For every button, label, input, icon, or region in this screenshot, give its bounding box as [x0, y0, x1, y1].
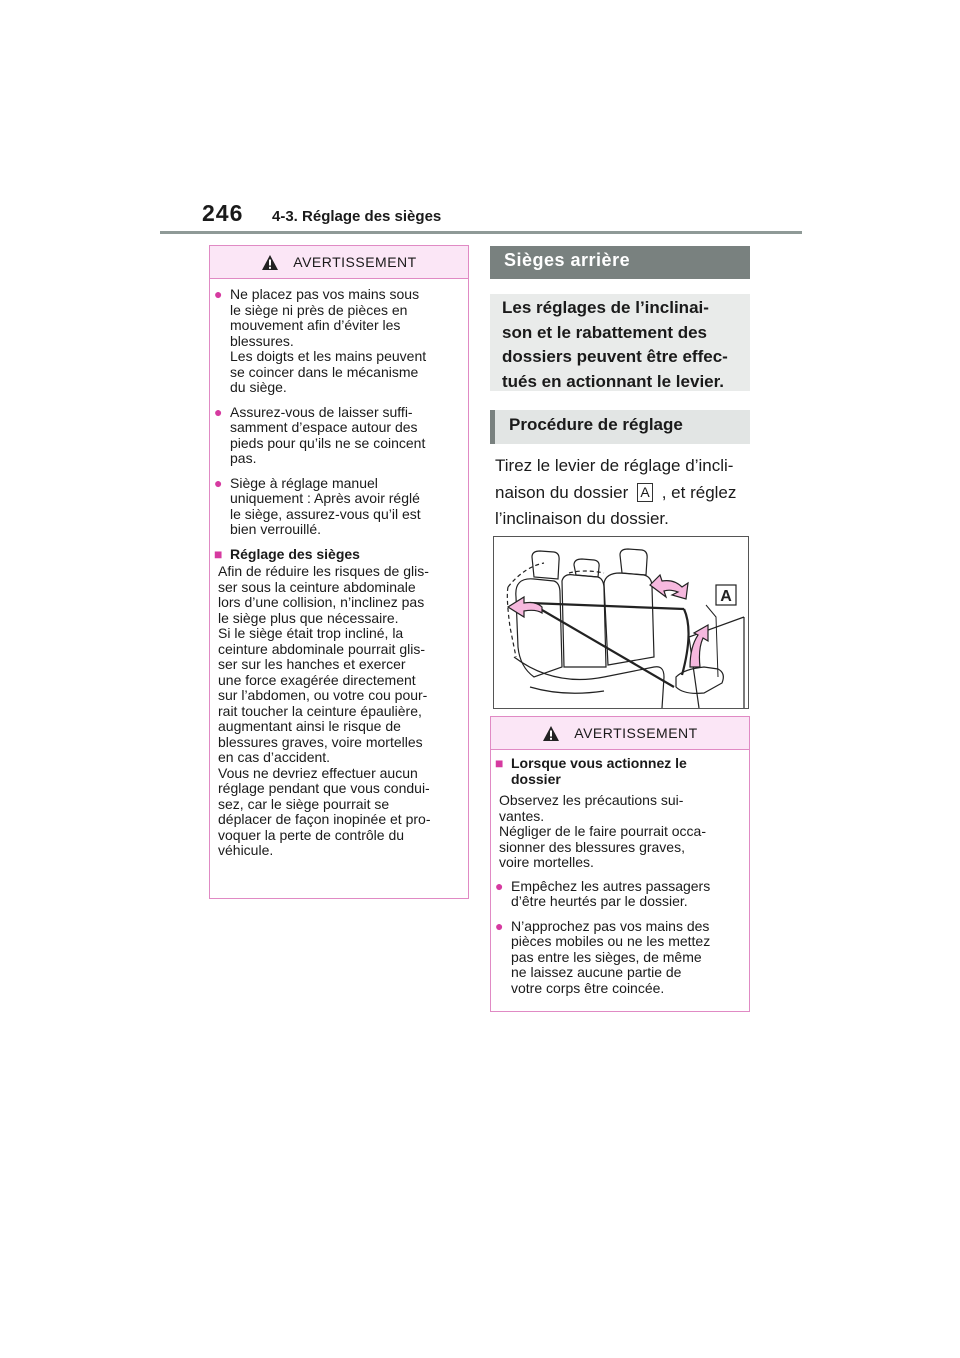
header-rule	[160, 231, 802, 234]
warning-header	[491, 717, 749, 750]
svg-text:A: A	[720, 588, 732, 605]
circle-bullet-icon: ●	[214, 474, 223, 491]
warning-triangle-icon	[261, 254, 279, 271]
rear-seats-intro: Les réglages de l’inclinai- son et le rabattement des dossiers peuvent être effec- tués en actionnant le levier.	[490, 294, 750, 391]
warning-title: AVERTISSEMENT	[293, 254, 417, 270]
warning-box-right	[490, 716, 750, 1012]
rear-seat-illustration	[493, 536, 749, 709]
warning-triangle-icon	[542, 725, 560, 742]
rear-seats-heading: Sièges arrière	[490, 246, 750, 279]
procedure-heading: Procédure de réglage	[490, 410, 750, 444]
warning-bullet: ● Assurez-vous de laisser suffi- samment d’espace autour des pieds pour qu’ils ne se coincent pas.	[214, 403, 426, 466]
warning-bullet: ● N’approchez pas vos mains des pièces mobiles ou ne les mettez pas entre les sièges, de même ne laissez aucune partie de votre corps être coincée.	[495, 917, 711, 996]
square-bullet-icon: ■	[495, 755, 504, 771]
warning-bullet: ● Ne placez pas vos mains sous le siège ni près de pièces en mouvement afin d’éviter les blessures. Les doigts et les mains peuvent se coincer dans le mécanisme du siège.	[214, 286, 427, 395]
figure-callout-a	[716, 585, 736, 605]
square-bullet-icon: ■	[214, 545, 223, 562]
warning-bullet: ● Siège à réglage manuel uniquement : Après avoir réglé le siège, assurez-vous qu’il est bien verrouillé.	[214, 474, 421, 537]
circle-bullet-icon: ●	[495, 917, 504, 934]
callout-label-a: A	[637, 483, 653, 502]
procedure-text: Tirez le levier de réglage d’incli- naison du dossier A , et réglez l’inclinaison du dossier.	[495, 456, 737, 528]
warning-paragraph: Observez les précautions sui- vantes. Négliger de le faire pourrait occa- sionner des blessures graves, voire mortelles.	[499, 792, 706, 870]
section-title: 4-3. Réglage des sièges	[272, 208, 442, 225]
circle-bullet-icon: ●	[495, 877, 504, 894]
warning-title: AVERTISSEMENT	[574, 725, 698, 741]
circle-bullet-icon: ●	[214, 286, 223, 302]
circle-bullet-icon: ●	[214, 403, 223, 420]
warning-subheading: ■ Réglage des sièges	[214, 545, 360, 562]
warning-subheading: ■ Lorsque vous actionnez le dossier	[495, 755, 687, 787]
warning-bullet: ● Empêchez les autres passagers d’être heurtés par le dossier.	[495, 877, 711, 909]
page-number: 246	[202, 200, 244, 226]
warning-header	[210, 246, 468, 279]
warning-paragraph: Afin de réduire les risques de glis- ser sous la ceinture abdominale lors d’une collision, n’inclinez pas le siège plus que nécessaire. Si le siège était trop incliné, la ceinture abdominale pourrait glis- ser sur les hanches et exercer une force exagérée directement sur l’abdomen, ou votre cou pour- rait toucher la ceinture épaulière, augmentant ainsi le risque de blessures graves, voire mortelles en cas d’accident. Vous ne devriez effectuer aucun réglage pendant que vous condui- sez, car le siège pourrait se déplacer de façon inopinée et pro- voquer la perte de contrôle du véhicule.	[218, 563, 431, 858]
warning-box-left	[209, 245, 469, 899]
